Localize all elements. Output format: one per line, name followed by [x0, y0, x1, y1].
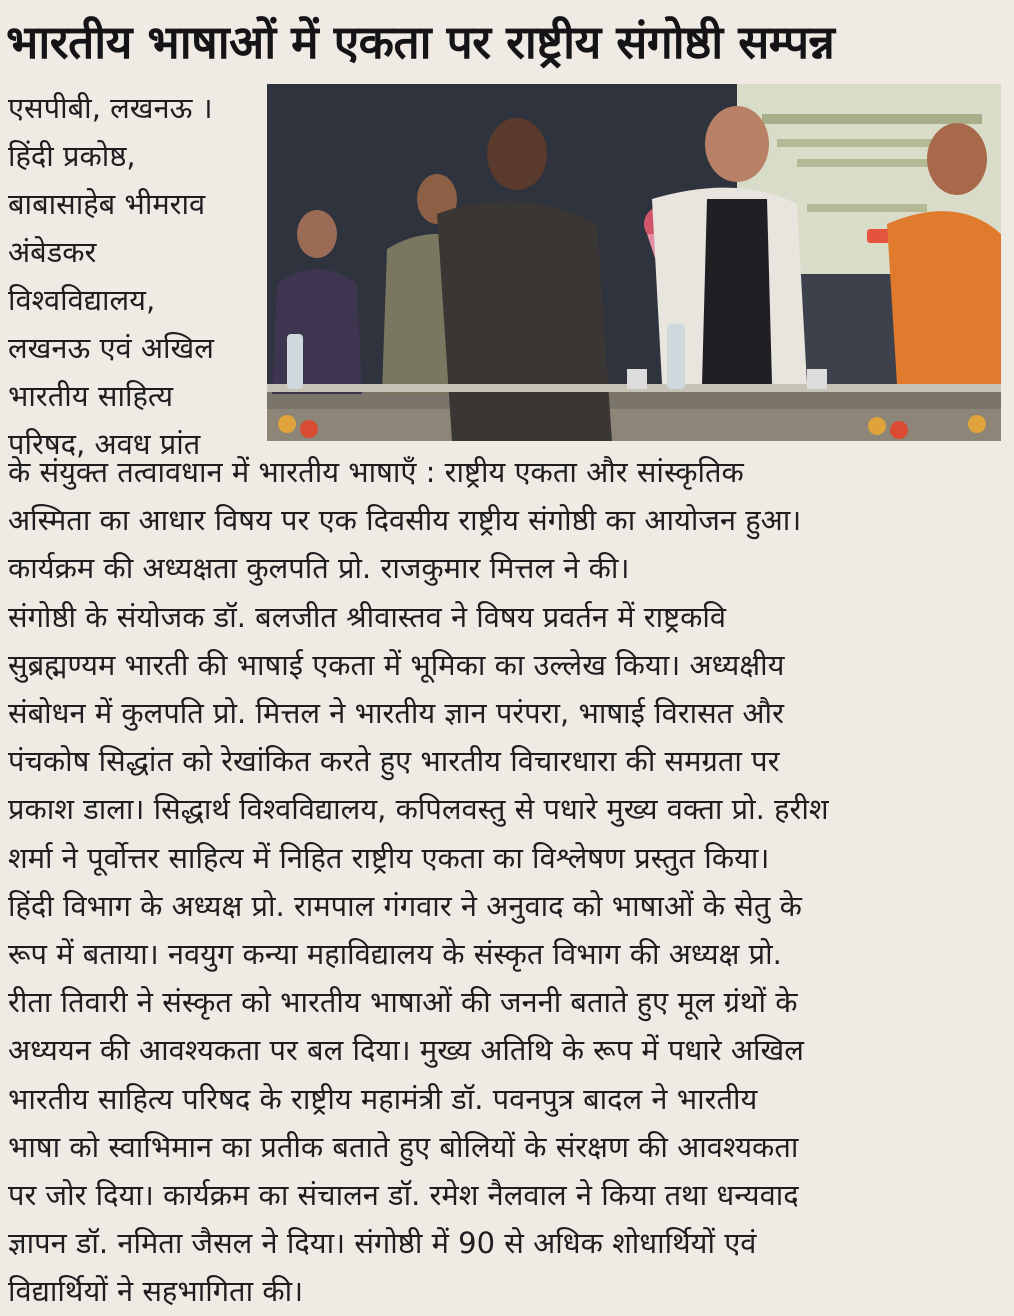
body-line: सुब्रह्मण्यम भारती की भाषाई एकता में भूमिका का उल्लेख किया। अध्यक्षीय	[8, 647, 785, 682]
body-line: रीता तिवारी ने संस्कृत को भारतीय भाषाओं की जननी बताते हुए मूल ग्रंथों के	[8, 985, 798, 1020]
news-photo	[267, 84, 1001, 441]
body-line: हिंदी विभाग के अध्यक्ष प्रो. रामपाल गंगवार ने अनुवाद को भाषाओं के सेतु के	[8, 888, 802, 923]
body-line: पंचकोष सिद्धांत को रेखांकित करते हुए भारतीय विचारधारा की समग्रता पर	[8, 744, 780, 779]
lead-line: लखनऊ एवं अखिल	[8, 331, 214, 365]
body-line: पर जोर दिया। कार्यक्रम का संचालन डॉ. रमेश नैलवाल ने किया तथा धन्यवाद	[8, 1178, 799, 1213]
body-line: अस्मिता का आधार विषय पर एक दिवसीय राष्ट्रीय संगोष्ठी का आयोजन हुआ।	[8, 503, 802, 538]
body-line: कार्यक्रम की अध्यक्षता कुलपति प्रो. राजकुमार मित्तल ने की।	[8, 551, 630, 586]
headline: भारतीय भाषाओं में एकता पर राष्ट्रीय संगोष्ठी सम्पन्न	[6, 15, 835, 69]
body-line: शर्मा ने पूर्वोत्तर साहित्य में निहित राष्ट्रीय एकता का विश्लेषण प्रस्तुत किया।	[8, 840, 770, 875]
lead-line: परिषद, अवध प्रांत	[8, 427, 201, 461]
body-line: के संयुक्त तत्वावधान में भारतीय भाषाएँ : राष्ट्रीय एकता और सांस्कृतिक	[8, 455, 744, 489]
body-line: भारतीय साहित्य परिषद के राष्ट्रीय महामंत्री डॉ. पवनपुत्र बादल ने भारतीय	[8, 1081, 758, 1116]
body-line: संगोष्ठी के संयोजक डॉ. बलजीत श्रीवास्तव ने विषय प्रवर्तन में राष्ट्रकवि	[8, 599, 726, 634]
article-body	[8, 448, 1008, 1316]
lead-line: विश्वविद्यालय,	[8, 283, 156, 317]
lead-paragraph	[8, 84, 260, 468]
body-line: ज्ञापन डॉ. नमिता जैसल ने दिया। संगोष्ठी में 90 से अधिक शोधार्थियों एवं	[8, 1226, 757, 1261]
lead-line: बाबासाहेब भीमराव	[8, 187, 206, 221]
body-line: विद्यार्थियों ने सहभागिता की।	[8, 1274, 304, 1309]
lead-line: एसपीबी, लखनऊ ।	[8, 91, 213, 125]
body-line: प्रकाश डाला। सिद्धार्थ विश्वविद्यालय, कपिलवस्तु से पधारे मुख्य वक्ता प्रो. हरीश	[8, 792, 829, 827]
body-line: अध्ययन की आवश्यकता पर बल दिया। मुख्य अतिथि के रूप में पधारे अखिल	[8, 1033, 804, 1068]
body-line: रूप में बताया। नवयुग कन्या महाविद्यालय के संस्कृत विभाग की अध्यक्ष प्रो.	[8, 937, 782, 972]
body-line: भाषा को स्वाभिमान का प्रतीक बताते हुए बोलियों के संरक्षण की आवश्यकता	[8, 1129, 799, 1164]
lead-line: हिंदी प्रकोष्ठ,	[8, 139, 136, 173]
body-line: संबोधन में कुलपति प्रो. मित्तल ने भारतीय ज्ञान परंपरा, भाषाई विरासत और	[8, 696, 784, 731]
lead-line: अंबेडकर	[8, 235, 97, 269]
lead-line: भारतीय साहित्य	[8, 379, 174, 413]
